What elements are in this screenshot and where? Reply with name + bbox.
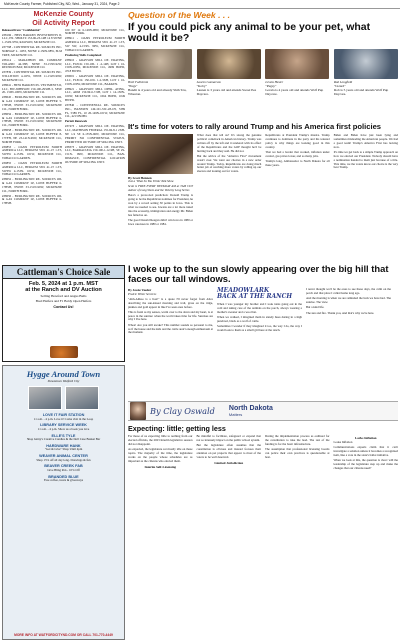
opinion-column-1 xyxy=(128,134,193,228)
hygge-event-detail: "Get & Give" Shop Until 4pm xyxy=(44,447,83,452)
clay-paragraph: The assumption that professional licensing boards can police their own practices is questionable at best. xyxy=(265,446,330,459)
opinion-column-2 xyxy=(197,134,261,228)
hygge-event-title: BEAVER CREEK FAB xyxy=(44,464,83,469)
clay-column-2 xyxy=(197,435,262,472)
clay-paragraph: Looks Inflation xyxy=(333,440,353,445)
clay-author-photo xyxy=(130,402,146,420)
clay-column-1-body xyxy=(128,435,193,464)
hygge-photo xyxy=(28,386,62,410)
respondent-photo xyxy=(334,49,398,79)
ranch-column-paragraph: Whoa! Are you still awake? This number sounds so personal to me, as if the house and the kids and the cattle aren't enough enthusiasm at the moment. xyxy=(128,322,213,335)
sale-ad-location: at the Ranch and DV Auction xyxy=(25,286,102,293)
oil-report-entry: #38910 - GRAYSON MILL OP- ERATING, LLC, FLECK 150-100- 1 -2-14H, LOT 1 16-150N-100W, MCKENZIE CO., 4999 BOPD, 4718 BWPD. xyxy=(65,57,125,74)
opinion-paragraph: Here's a prove-tied prediction: Donald Trump is going to be the Republican nominee for President, he won by a record setting 30 points in Iowa. This is what we needed to see. Iowans are a lot more tuned into the economy, immigration and energy Mr. Biden has failed us on. xyxy=(128,193,193,217)
respondent-photo xyxy=(128,49,192,79)
oil-report-entry: 100 00' 14 6-149N-98W, MCKENZIE CO., NORTH FORK. xyxy=(65,27,125,36)
oil-report-entry: Released from "Confidential" xyxy=(2,27,42,32)
hygge-event-detail: Give Bling Pen - 10% Off xyxy=(47,467,80,472)
cattlemans-sale-ad xyxy=(2,265,125,362)
page-header-strip: McKenzie County Farmer, Published City, ND, Wed., January 31, 2024, Page 2 xyxy=(0,0,400,9)
oil-report-entry: #37839 - CONTINENTAL RE- SOURCES INC. WILLISTON 4-11H1, NENE 11-152N-99W, MCKENZIE CO. xyxy=(2,70,62,82)
oil-report-columns xyxy=(2,29,125,208)
oil-report-entry: #37473 - GRAYSON MILL OP- ERATING, LLC, MATHISON FEDERAL 155-96-8-1 2XH-NE 1/4 SE 6-155N-96W, MCKENZIE CO., PERMIT NO CONFIDENTIAL STATUS, PERMITTED OUTSIDE OF SPACING UNIT. xyxy=(65,124,125,144)
opinion-paragraph: Biden and Biden have just been lying and sometimes misleading the American people. We had a good team! Trump's America First has leaving now. xyxy=(333,133,398,149)
ranch-column-2 xyxy=(217,288,302,336)
clay-paragraph: For those of us expecting little to nothing from our elected officials, the 2023 Interim legislative session did not disappoint. xyxy=(128,434,193,446)
qotw-respondent xyxy=(128,49,192,96)
north-dakota-matters-article xyxy=(128,401,398,641)
sale-ad-contact: Contact Us! xyxy=(53,304,74,309)
qotw-label xyxy=(128,10,398,20)
clay-paragraph: When we look at this, the question is clear: will the leadership of the legislature step up and make the changes that our citizens need? xyxy=(333,458,398,471)
oil-report-entry: #37798 - CONTINENTAL RE- SOURCES INC. NORWAY 2- 11H3, NWNE 2-150N-98W, ELM TREE, MCKENZIE CO. xyxy=(2,45,62,57)
clay-column-1 xyxy=(128,435,193,472)
oil-report-title: McKenzie County xyxy=(33,10,94,18)
oil-report-entry: Producing Wells Completed xyxy=(65,52,102,57)
opinion-author-photo xyxy=(128,134,193,174)
ranch-column-3 xyxy=(306,288,391,336)
hygge-event xyxy=(7,413,120,421)
ranch-column-logo-line-2: BACK AT THE RANCH xyxy=(217,293,293,301)
opinion-column-1-body xyxy=(128,194,193,226)
oil-report-column-2 xyxy=(65,29,125,208)
qotw-label-a: Question of the xyxy=(128,10,192,20)
ranch-column-paragraph: When I was younger my brother and I took turns going out in the cold and taking care of the animals on the porch, always wearing a mother's sweater and a wool hat. xyxy=(217,302,302,315)
ranch-column-paragraph: But a kind life. xyxy=(306,305,325,310)
clay-headline: Expecting: little; getting less xyxy=(128,424,226,433)
clay-column-banner xyxy=(128,401,398,421)
sale-ad-detail-2: Bred Heifers and F1 Baldy Open Heifers xyxy=(35,298,92,303)
oil-report-entry: #38041 - HESS BAKKEN IN- VESTMENTS II, LLC, BW-JOHNSON 150-100-2932H-3, SESE 20- 150N-100W, MCKENZIE CO. xyxy=(2,82,62,95)
respondent-answer: "Lizard" Rob is 5 years old and attends Wolf Pup Daycare. xyxy=(333,84,389,97)
ranch-column-paragraph: And the morning is when we are reminded the luck we have had. The sunrise. The view. xyxy=(306,296,391,305)
clay-column-2-body xyxy=(197,435,262,460)
ranch-column-1 xyxy=(128,288,213,336)
opinion-byline-tag: Just a 'What So You Think' Talk Show xyxy=(128,179,174,184)
respondent-photo xyxy=(265,49,329,79)
hygge-event xyxy=(7,423,120,431)
clay-subhead-3: Larks Inflation xyxy=(354,436,377,440)
opinion-byline: By Scott Hennen xyxy=(128,176,152,180)
hygge-event-detail: 11 a.m. - 4 p.m. Show us a book you love xyxy=(37,426,90,431)
oil-report-entry: #39853 - OASIS PETROLEUM NORTH AMERICA LLC, BERGEM 5301 41-1T 1-T3, SWSW 4-153N- 101W, MCKENZIE CO., TOBACCO GARDEN. xyxy=(2,144,62,160)
opinion-headline: It's time for voters to rally around Trump and his America first policies xyxy=(128,122,382,131)
hygge-event xyxy=(7,475,120,483)
respondent-name: Levela Hester xyxy=(265,80,284,85)
respondent-name: Lauren Gunnarson xyxy=(196,80,221,85)
hygge-subtitle: Downtown Watford City xyxy=(47,379,80,383)
respondent-name: Brett Fahlstrom xyxy=(128,80,149,85)
hygge-event-detail: Shop 15% off all day long. Drawings & fun xyxy=(36,457,91,462)
ranch-column-paragraph: This is fresh as my senses, warm over to the dawn and my heart, is at peace in the sunrise: when the world takes time for life. Sunrises are why I live here. xyxy=(128,309,213,322)
hygge-photos xyxy=(7,386,120,410)
ranch-column-paragraph: The sun and fire. Thank you, And that's why we're here. xyxy=(306,310,375,315)
ranch-column-paragraph: I never thought we'd be the ones to see these days, the calm on the porch and that place I called home long ago. xyxy=(306,287,391,296)
hygge-footer: MORE INFO AT WATFORDCITYND.COM OR CALL 701-770-4449 xyxy=(14,633,113,637)
qotw-respondents xyxy=(128,49,398,96)
clay-paragraph: Be mindful to facilitate, safeguard or expand that not so intensely impact on the public school system. xyxy=(196,434,261,442)
clay-paragraph: But the legislature often assumes that the constitution is obvious and instead focuses their attention on pet projects that appear to most of the voters to be well deserved. xyxy=(196,443,261,459)
oil-report-column-1 xyxy=(2,29,62,208)
oil-report-entry: #37840 - CONTINENTAL RE- SOURCES INC., HANSSEN 149-101-33C-28-1H, 5389 FL, 5389 FL, 10 20-149N-101W, MCKENZIE CO., 4213 BOPD. xyxy=(65,103,125,119)
respondent-photo xyxy=(197,49,261,79)
hygge-event xyxy=(7,444,120,452)
ranch-column-byline-sub: Prairie Writer Services xyxy=(128,291,157,296)
clay-columns xyxy=(128,435,398,472)
clay-banner-title xyxy=(229,405,273,417)
sale-ad-detail-1: Selling Hereford and Angus Bulls xyxy=(40,293,87,298)
oil-report-entry: #38921 - GRAYSON MILL OPER- ATING, LLC, ADM 150-99-6-7-9H, LOT 1 14-150N-100W, MCKENZIE CO., 1064 BOPD, 1049 BWPD. xyxy=(65,86,125,103)
opinion-paragraph: Republicans at President Trump's mantra. Trump continues to dominate in the party and his tenured policy is why things are looking good in this country. xyxy=(265,133,330,149)
oil-report-entry: #38373 - GRAYSON MILL OP- ERATING, LLC, BARRACUDA 150-100-1-12-9H, SE 29-151N- 99W, MCKENZIE CO., BAN- DIMASCE, CONFIDENTIAL LOCATION OUTSIDE OF SPACING UNIT. xyxy=(65,144,125,164)
hygge-event xyxy=(7,434,120,442)
clay-column-4 xyxy=(334,435,399,472)
clay-column-3 xyxy=(265,435,330,472)
oil-report-entry: #38058 - BURLINGTON RE- SOURCES OIL & GAS COMPANY LP, LONE BUFFER 8-17TFH, NE 23-141N-99W, MCKENZIE CO., NORTH FORK. xyxy=(2,128,62,144)
ranch-column-byline: By Jessie Veeder xyxy=(128,288,152,293)
oil-report-entry: #38050 - BURLINGTON RE- SOURCES OIL & GAS COMPANY LP, LONE BUFFER 6-17HSH. xyxy=(2,193,62,206)
opinion-paragraph: It's time we get back to a simple Trump approach on how we elected our President. Nobody should have a nomination handed to them just because of a title. This time, we the voters know our choice is the very best Trump. xyxy=(333,149,398,170)
respondent-answer: "Pugs" Bandit is 4 years old and already Shih Tzu, Wheaton. xyxy=(128,84,187,97)
opinion-byline-sub: Scott is FREE EVERY WEEKDAY AM at 7AM CDT Author of Long Shots and the Velocity Long Series xyxy=(128,184,193,193)
oil-report-entry: #38052 - BURLINGTON RE- SOURCES OIL & GAS COMPANY LP, LONE BUFFER 6-17HSH, NWNE 33-151N-99W, MCKENZIE CO., NORTH FORK. xyxy=(2,177,62,193)
opinion-paragraph: What does that tell us? It's strong the genuine political comeback in American history. Trump was written off by the left and it rendered with its effect of the Republicans and the GOP thought he'd be hurting back and they said. He did not. xyxy=(197,133,262,153)
clay-paragraph: During the implementation process as outlined for the constitution to take the lead. The rest of the funding is for the basic infrastructure. xyxy=(265,434,330,446)
hygge-event-title: ELLE'S TYLE xyxy=(51,433,76,438)
question-of-the-week xyxy=(128,10,398,120)
clay-subhead-2: Limited Jurisdiction xyxy=(214,460,244,465)
hygge-event-detail: Shop Jenny's Creative Candles & the Doll Case Basket Bar xyxy=(26,437,101,442)
opinion-paragraph: Trump's long, Ambassador to North Dakota for all these years. xyxy=(265,158,330,167)
ranch-column-paragraph: When we walked, I imagined them in stately hues during in a high purebred, black as a wolf of cattle. xyxy=(217,315,302,324)
qotw-respondent xyxy=(265,49,329,96)
respondent-answer: "Pugsy" Levela is 4 years old and attends Wolf Pup Daycare. xyxy=(265,84,324,97)
opinion-article xyxy=(128,122,398,262)
opinion-paragraph: The good Donald Reagan didn't win Iowa in 1980 or Iowa caucuses in 1980 or 1984. xyxy=(128,218,193,227)
clay-column-4-body xyxy=(334,441,399,471)
hygge-title: Hygge Around Town xyxy=(26,369,101,379)
ranch-column-body xyxy=(128,288,398,336)
clay-subhead-1: Interim Self-Licensing xyxy=(144,464,177,469)
qotw-respondent xyxy=(197,49,261,96)
hygge-event-title: HARDWARE HANK xyxy=(46,443,81,448)
sale-ad-date: Feb. 5, 2024 at 1 p.m. MST xyxy=(28,280,99,287)
hygge-event-list xyxy=(3,413,124,483)
oil-report-entry: #39855 - OASIS PETROLEUM NORTH AMERICA LLC, BERGEM 5301 41-1T 1-T3, SWSW 4-153N- 101W, MCKENZIE CO., TOBACCO GARDEN. xyxy=(2,160,62,177)
oil-report-entry: #38196 - HESS BAKKEN INVESTMENTS II, LLC, EN- SHOLTZ 153-96-23-14H 14 8 SWNE 1-152N-95W, RAWSON, MCKENZIE CO. xyxy=(2,32,62,45)
oil-report-entry: #39001 - GRAYSON MILL OP- ERATING, LLC, FLECK 150-100- 1-2-3XH, LOT 1 16-150N-100W, MCKENZIE CO., BAKKEN. xyxy=(65,74,125,86)
qotw-label-b: Week . . . xyxy=(193,10,231,20)
clay-paragraph: Communications experts claim that it can't investigate a solution unless it becomes a recognized item, like a vote in the state's ballot initiative. xyxy=(333,445,398,458)
ranch-column-2-body xyxy=(217,303,302,333)
oil-report-subtitle: Oil Activity Report xyxy=(32,17,95,27)
qotw-respondent xyxy=(334,49,398,96)
opinion-paragraph: That we had a border that worked, inflation under control, gas prices lower, and so many jobs. xyxy=(265,149,330,158)
oil-activity-report xyxy=(2,10,125,262)
hygge-event xyxy=(7,454,120,462)
oil-report-entry: #38045 - BURLINGTON RE- SOURCES OIL & GAS COMPANY LP, LONE BUFFER 5-17HSH, NWNE 33-151N-99W, MCKENZIE CO., NORTH FORK. xyxy=(2,95,62,111)
sale-ad-cattle-image xyxy=(50,346,78,358)
hygge-around-town-ad xyxy=(2,365,125,640)
clay-paragraph: As expected, the legislature sat mostly idle on these topics. The majority of the time, the legislature works on the people whose schedules are as important as the citizens who elected them. xyxy=(128,446,193,463)
hygge-photo xyxy=(65,386,99,410)
opinion-column-4 xyxy=(334,134,398,228)
sale-ad-title: Cattleman's Choice Sale xyxy=(3,266,124,279)
ranch-column-paragraph: Sometimes I wonder if they imagined it too, the way I do, the way I would look to them as a small girl here at the ranch. xyxy=(217,324,302,333)
clay-author-name: By Clay Oswald xyxy=(150,406,215,416)
ranch-column-article xyxy=(128,264,398,398)
opinion-columns xyxy=(128,134,398,228)
opinion-column-3 xyxy=(265,134,329,228)
hygge-event-title: BRANDED BLUE xyxy=(48,474,79,479)
hygge-event-detail: Free coffee, treats & giveaways xyxy=(43,478,84,483)
oil-report-entry: #38911 - OASIS PETROLEUM NORTH AMERICA LLC, BERGEM 5301 41-1T 1-T3, SW SW, 4-153N- 99W, MCKENZIE CO., TOBACCO GARDEN. xyxy=(65,36,125,52)
ranch-column-logo-line-1: MEADOWLARK xyxy=(217,287,270,295)
ranch-column-headline: I woke up to the sun slowly appearing over the big hill that faces our tall windows. xyxy=(128,263,389,285)
qotw-question: If you could pick any animal to be your pet, what would it be? xyxy=(128,21,371,45)
ranch-column-1-body xyxy=(128,298,213,336)
hygge-event-title: LIBRARY SERVICE WEEK xyxy=(40,423,87,428)
ranch-column-paragraph: "Ahh-Ahhoo is a lion!" is a quote I'll never forget from Alice describing the sun-kissed morning and trail, grass on the ridge, pinkies and gold appear in like I've seen ones before. xyxy=(128,296,213,309)
oil-report-entry: #38056 - BURLINGTON RE- SOURCES OIL & GAS COMPANY LP, LONE BUFFER 6-17HSH, NWNE 33-151N-99W, MCKENZIE CO., NORTH FORK. xyxy=(2,111,62,128)
respondent-name: Rob Longfield xyxy=(333,80,353,85)
hygge-event-title: LOVE IT FAIR STATION xyxy=(42,413,85,417)
hygge-event xyxy=(7,464,120,472)
clay-banner-subtitle: Matters xyxy=(228,412,243,417)
clay-banner-title-text: North Dakota xyxy=(228,405,273,412)
oil-report-entry: Permit Renewals xyxy=(65,119,88,124)
hygge-event-title: WEAVER ANIMAL CENTER xyxy=(39,454,88,458)
hygge-event-detail: 11 a.m. - 4 p.m. Love it! Come visit in the Loop xyxy=(33,416,94,421)
oil-report-entry: #38114 - MARATHON OIL COMPANY TOLAND 44-33H, NENE 33-153N-92W, REUNION BAY, MCKENZIE CO. xyxy=(2,57,62,70)
opinion-paragraph: But the advice of the "America First" movement wasn't over. We want our choices in a new order around Trump. Today, Republicans are doing much better job of reaching more voters by rolling up our sleeves and looking out for voters. xyxy=(197,153,262,174)
respondent-answer: "Koby" Lauren is 3 years old and attends Sweet Pea Daycare. xyxy=(196,84,257,97)
